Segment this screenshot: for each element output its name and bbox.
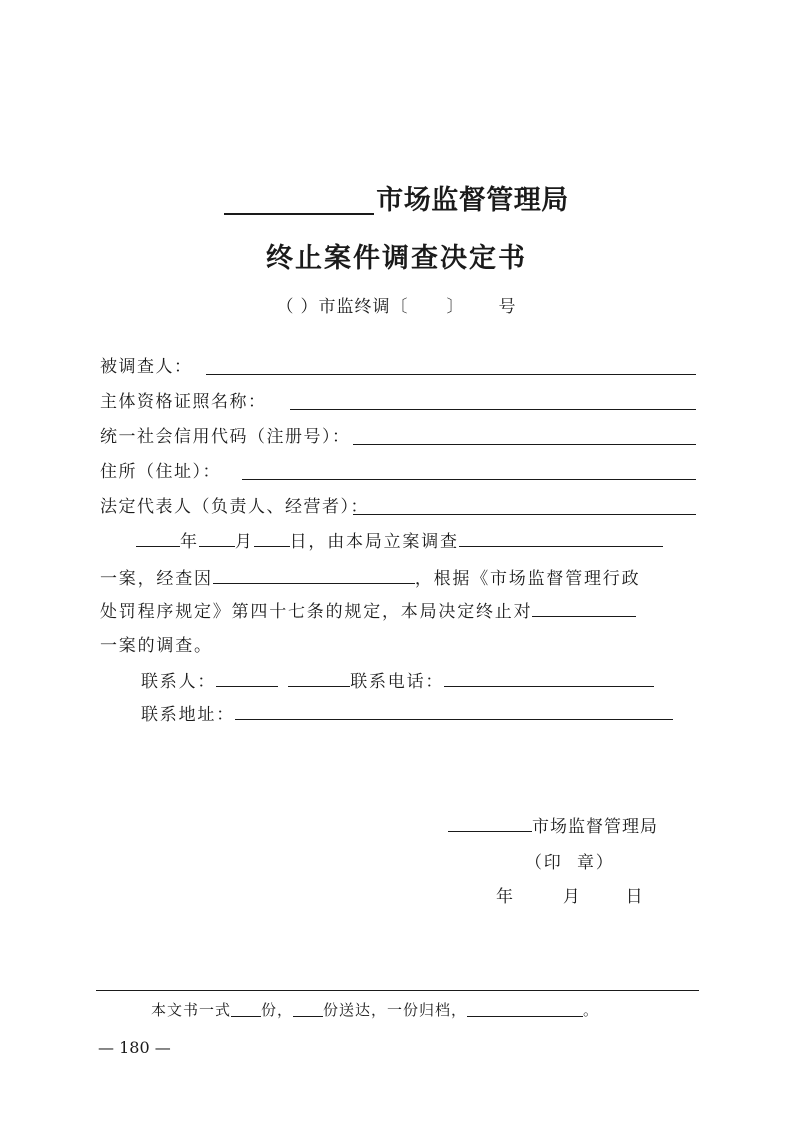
legal-rep-label: 法定代表人（负责人、经营者）： [100, 497, 369, 517]
respondent-row [100, 352, 696, 376]
body-line-2 [100, 564, 640, 589]
credit-code-label: 统一社会信用代码（注册号）： [100, 427, 351, 447]
contact-address-label: 联系地址： [141, 705, 235, 725]
copies-prefix: 本文书一式 [151, 1001, 232, 1019]
copies-end: 。 [583, 1001, 600, 1019]
copies-served-input[interactable] [293, 1000, 323, 1017]
basis-text: ，根据《市场监督管理行政 [414, 569, 641, 589]
year-label: 年 [180, 532, 199, 552]
legal-rep-row [100, 492, 696, 516]
year-input[interactable] [136, 528, 180, 547]
sign-year-label: 年 [496, 887, 515, 907]
day-label: 日，由本局立案调查 [289, 532, 459, 552]
footer-divider [96, 990, 699, 991]
contact-address-input[interactable] [235, 701, 673, 720]
address-input[interactable] [242, 479, 696, 480]
body-line-3 [100, 597, 636, 622]
contact-input-1[interactable] [216, 668, 278, 687]
phone-label: 联系电话： [350, 672, 445, 692]
reason-input[interactable] [213, 565, 415, 584]
credit-code-input[interactable] [353, 444, 696, 445]
respondent-input[interactable] [206, 374, 696, 375]
sign-day-label: 日 [625, 887, 645, 907]
address-row [100, 457, 696, 481]
month-label: 月 [234, 532, 254, 552]
document-title: 终止案件调查决定书 [266, 243, 527, 274]
agency-name-blank[interactable] [224, 187, 374, 215]
respondent-label: 被调查人： [100, 357, 193, 377]
agency-title [0, 178, 793, 217]
body-line-4: 一案的调查。 [100, 636, 213, 656]
page-number: — 180 — [98, 1038, 171, 1057]
month-input[interactable] [199, 528, 235, 547]
sign-date [496, 882, 644, 907]
doc-no-open-paren: （ [276, 297, 295, 317]
document-number [0, 292, 793, 317]
copies-served-text: 份送达，一份归档， [323, 1001, 468, 1019]
signing-agency [448, 812, 658, 837]
doc-no-label: ）市监终调〔 [300, 297, 409, 317]
contact-row [141, 667, 654, 692]
contact-label: 联系人： [141, 672, 217, 692]
body-line-1 [136, 527, 663, 552]
qualification-input[interactable] [290, 409, 696, 410]
address-label: 住所（住址）： [100, 462, 221, 482]
copies-note [151, 999, 599, 1020]
doc-no-close-bracket: 〕 [446, 297, 465, 317]
contact-address-row [141, 700, 673, 725]
day-input[interactable] [254, 528, 290, 547]
copies-other-input[interactable] [467, 1000, 583, 1017]
legal-rep-input[interactable] [353, 514, 696, 515]
copies-total-input[interactable] [231, 1000, 261, 1017]
signing-agency-suffix: 市场监督管理局 [532, 817, 658, 837]
qualification-row [100, 387, 696, 411]
case-subject-input[interactable] [459, 528, 663, 547]
signing-agency-blank[interactable] [448, 813, 532, 832]
contact-input-2[interactable] [288, 668, 350, 687]
copies-mid: 份， [261, 1001, 294, 1019]
phone-input[interactable] [444, 668, 654, 687]
termination-text: 处罚程序规定》第四十七条的规定，本局决定终止对 [100, 602, 533, 622]
credit-code-row [100, 422, 696, 446]
case-by-label: 一案，经查因 [100, 569, 213, 589]
qualification-label: 主体资格证照名称： [100, 392, 267, 412]
agency-title-suffix: 市场监督管理局 [376, 185, 569, 216]
seal-label: （印 章） [525, 853, 615, 873]
doc-no-suffix: 号 [498, 297, 517, 317]
terminated-party-input[interactable] [532, 598, 636, 617]
sign-month-label: 月 [562, 887, 582, 907]
